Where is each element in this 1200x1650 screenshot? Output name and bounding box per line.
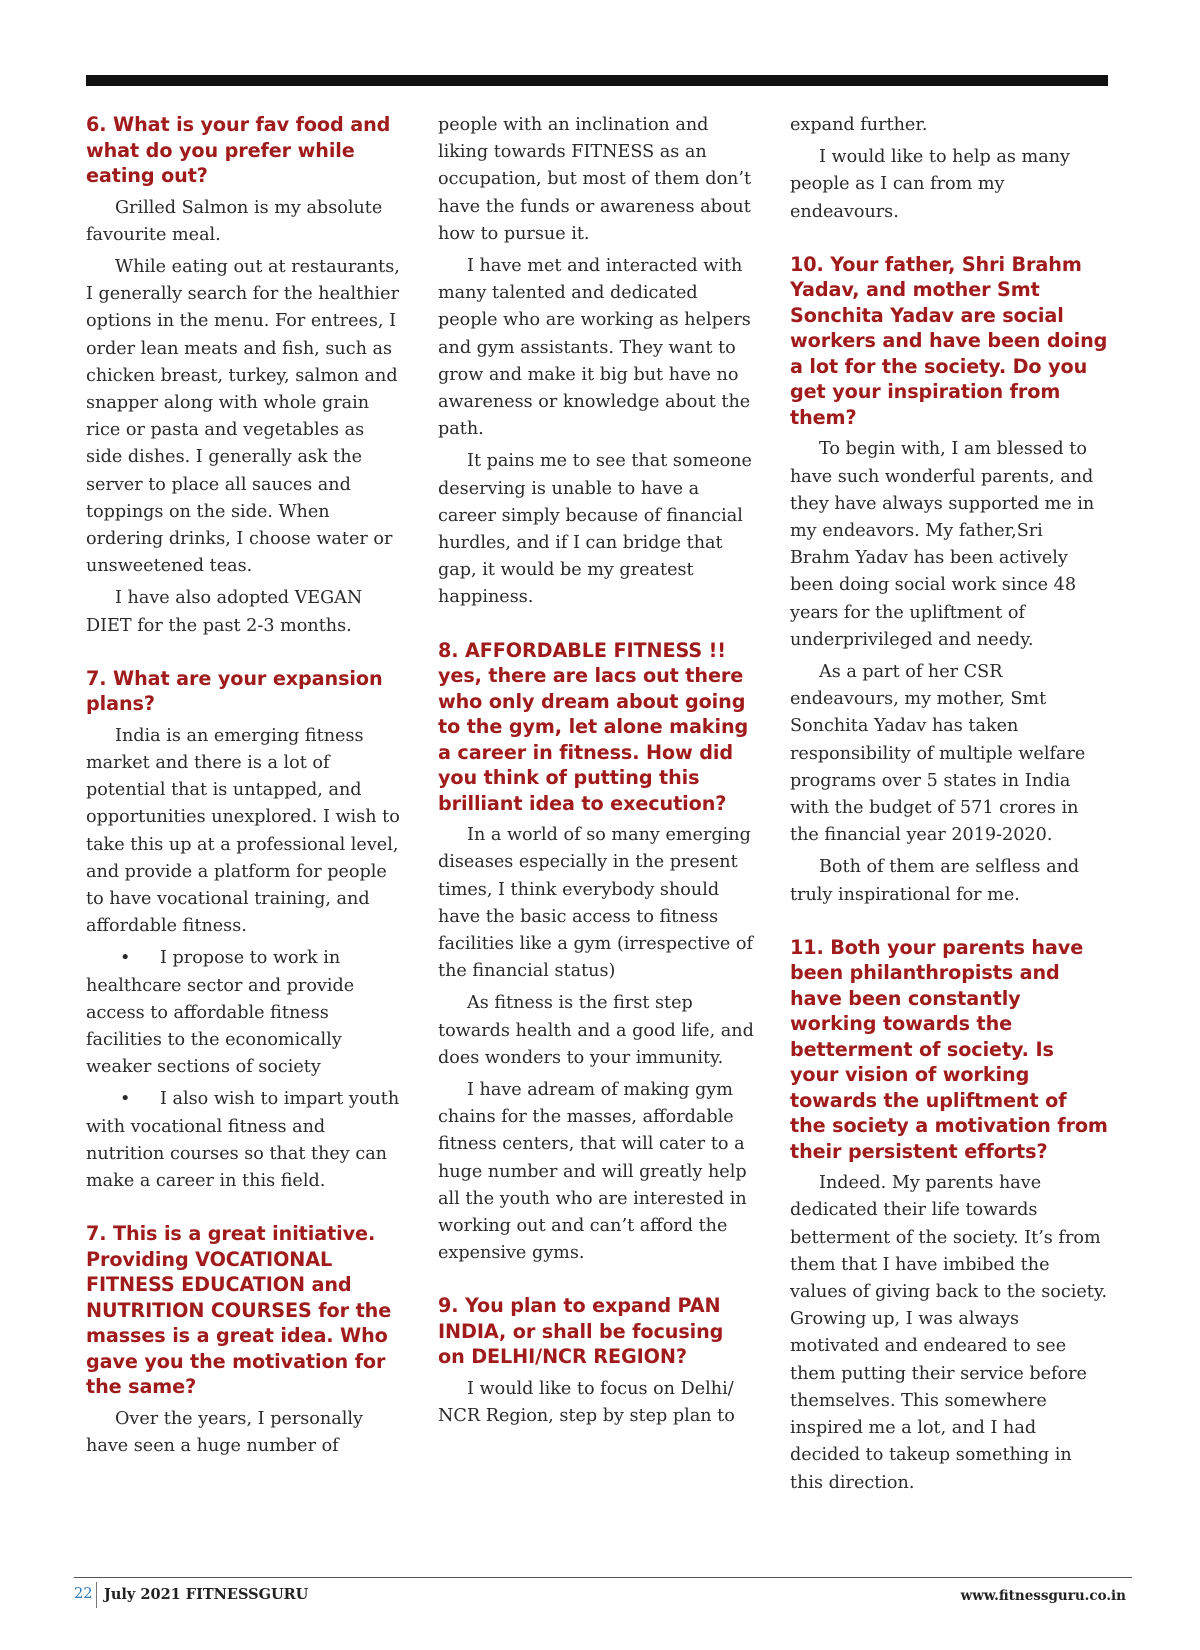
issue-title: July 2021 FITNESSGURU [104, 1586, 309, 1603]
question-heading: 11. Both your parents have been philanthropists and have been constantly working towards the betterment of society. Is your vision of working towards the upliftment of the society a motivation from their persistent efforts? [790, 935, 1108, 1163]
bullet-text: I propose to work in healthcare sector and provide access to affordable fitness facilities to the economically weaker sections of society [86, 948, 355, 1078]
answer-paragraph: As a part of her CSR endeavours, my mother, Smt Sonchita Yadav has taken responsibility of multiple welfare programs over 5 states in India with the budget of 571 crores in the financial year 2019-2020. [790, 661, 1086, 846]
answer-paragraph: Over the years, I personally have seen a huge number of [86, 1408, 363, 1456]
question-heading: 6. What is your fav food and what do you prefer while eating out? [86, 113, 391, 187]
bullet-item [86, 945, 404, 1081]
answer-paragraph: Indeed. My parents have dedicated their life towards betterment of the society. It’s from them that I have imbibed the values of giving back to the society. Growing up, I was always motivated and endeared to see them putting their service before themselves. This somewhere inspired me a lot, and I had decided to takeup something in this direction. [790, 1173, 1108, 1493]
answer-paragraph: I have adream of making gym chains for the masses, affordable fitness centers, that will cater to a huge number and will greatly help all the youth who are interested in working out and can’t afford the expensive gyms. [438, 1079, 747, 1264]
footer-divider [96, 1582, 97, 1608]
page-number: 22 [74, 1586, 93, 1602]
bullet-icon: • [120, 948, 131, 969]
article-column-1 [86, 112, 404, 1465]
question-heading: 10. Your father, Shri Brahm Yadav, and mother Smt Sonchita Yadav are social workers and have been doing a lot for the society. Do you get your inspiration from them? [790, 252, 1108, 429]
question-heading: 8. AFFORDABLE FITNESS !! yes, there are lacs out there who only dream about going to the gym, let alone making a career in fitness. How did you think of putting this brilliant idea to execution? [438, 638, 749, 815]
question-heading: 7. What are your expansion plans? [86, 666, 383, 716]
answer-paragraph: Grilled Salmon is my absolute favourite meal. [86, 197, 383, 245]
answer-paragraph: In a world of so many emerging diseases especially in the present times, I think everybody should have the basic access to fitness facilities like a gym (irrespective of the financial status) [438, 825, 753, 982]
answer-paragraph: I would like to focus on Delhi/ NCR Region, step by step plan to [438, 1378, 735, 1427]
header-rule [86, 75, 1108, 86]
answer-paragraph: As fitness is the first step towards health and a good life, and does wonders to your immunity. [438, 993, 754, 1068]
answer-paragraph: To begin with, I am blessed to have such wonderful parents, and they have always supported me in my endeavors. My father,Sri Brahm Yadav has been actively been doing social work since 48 years for the upliftment of underprivileged and needy. [790, 439, 1095, 650]
answer-paragraph: I have also adopted VEGAN DIET for the past 2-3 months. [86, 588, 363, 636]
bullet-icon: • [120, 1089, 131, 1110]
footer-rule [74, 1577, 1132, 1578]
answer-paragraph: I have met and interacted with many talented and dedicated people who are working as helpers and gym assistants. They want to grow and make it big but have no awareness or knowledge about the path. [438, 256, 751, 440]
website-link[interactable]: www.fitnessguru.co.in [960, 1588, 1126, 1604]
bullet-text: I also wish to impart youth with vocational fitness and nutrition courses so that they can make a career in this field. [86, 1089, 400, 1191]
article-column-2 [438, 112, 756, 1435]
answer-paragraph: people with an inclination and liking towards FITNESS as an occupation, but most of them don’t have the funds or awareness about how to pursue it. [438, 115, 752, 244]
article-column-3 [790, 112, 1108, 1502]
answer-paragraph: It pains me to see that someone deserving is unable to have a career simply because of financial hurdles, and if I can bridge that gap, it would be my greatest happiness. [438, 451, 752, 608]
bullet-item [86, 1086, 404, 1195]
question-heading: 9. You plan to expand PAN INDIA, or shall be focusing on DELHI/NCR REGION? [438, 1294, 724, 1369]
answer-paragraph: While eating out at restaurants, I generally search for the healthier options in the menu. For entrees, I order lean meats and fish, such as chicken breast, turkey, salmon and snapper along with whole grain rice or pasta and vegetables as side dishes. I generally ask the server to place all sauces and toppings on the side. When ordering drinks, I choose water or unsweetened teas. [86, 256, 400, 577]
answer-paragraph: Both of them are selfless and truly inspirational for me. [790, 857, 1080, 905]
answer-paragraph: India is an emerging fitness market and there is a lot of potential that is untapped, and opportunities unexplored. I wish to take this up at a professional level, and provide a platform for people to have vocational training, and affordable fitness. [86, 725, 400, 937]
answer-paragraph: I would like to help as many people as I can from my endeavours. [790, 147, 1070, 222]
question-heading: 7. This is a great initiative. Providing VOCATIONAL FITNESS EDUCATION and NUTRITION COURSES for the masses is a great idea. Who gave you the motivation for the same? [86, 1222, 392, 1399]
answer-paragraph: expand further. [790, 115, 928, 135]
